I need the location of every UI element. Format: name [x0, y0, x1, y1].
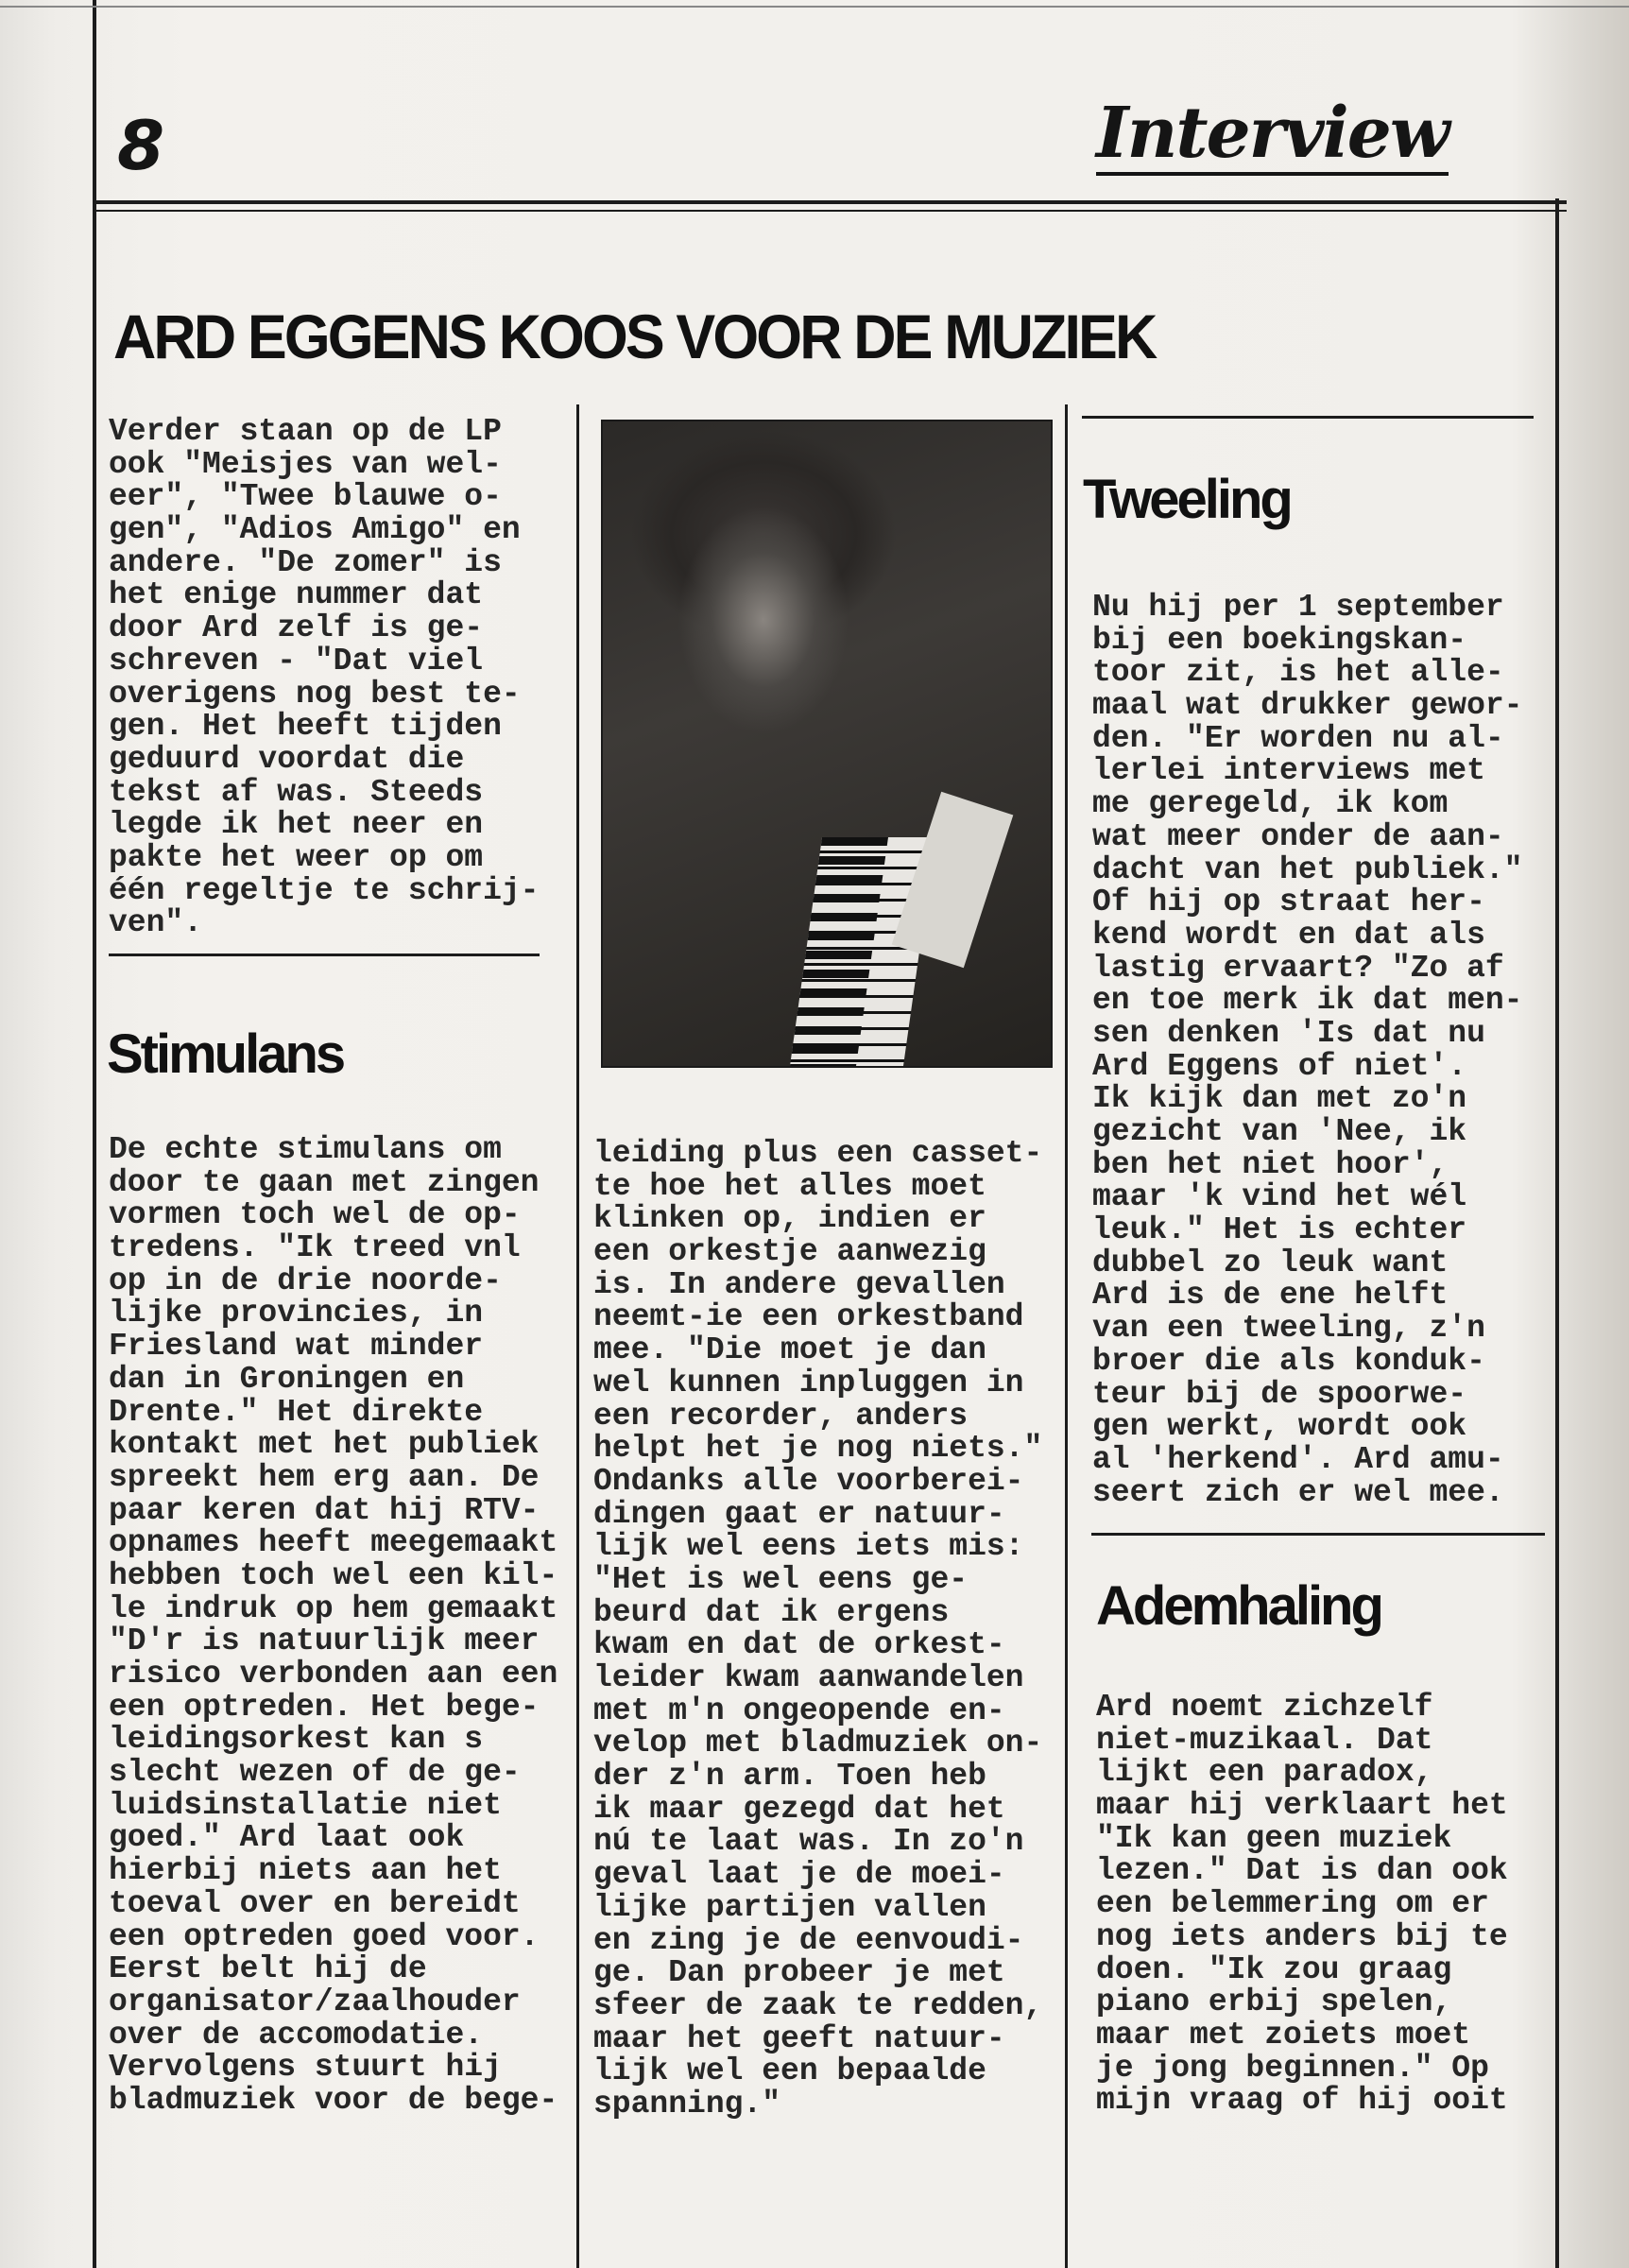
text-line: al 'herkend'. Ard amu- — [1092, 1441, 1504, 1477]
text-line: hebben toch wel een kil- — [109, 1557, 558, 1593]
text-line: maal wat drukker gewor- — [1092, 688, 1523, 724]
text-line: dan in Groningen en — [109, 1361, 465, 1397]
column3-top-rule — [1082, 416, 1534, 419]
text-line: goed." Ard laat ook — [109, 1820, 465, 1856]
header-rule — [93, 200, 1567, 204]
text-line: maar 'k vind het wél — [1092, 1179, 1467, 1215]
text-line: "Het is wel eens ge- — [593, 1561, 969, 1597]
text-line: mee. "Die moet je dan — [593, 1332, 986, 1368]
text-line: eer", "Twee blauwe o- — [109, 479, 502, 515]
text-line: en toe merk ik dat men- — [1092, 983, 1523, 1019]
text-line: lijk wel een bepaalde — [593, 2053, 986, 2089]
text-line: Friesland wat minder — [109, 1329, 484, 1365]
text-line: maar hij verklaart het — [1096, 1788, 1508, 1824]
text-line: organisator/zaalhouder — [109, 1984, 521, 2019]
text-line: tekst af was. Steeds — [109, 774, 484, 810]
text-line: vormen toch wel de op- — [109, 1197, 521, 1233]
text-line: leidingsorkest kan s — [109, 1722, 484, 1758]
text-line: piano erbij spelen, — [1096, 1984, 1452, 2020]
section-title: Interview — [1096, 93, 1449, 174]
text-line: seert zich er wel mee. — [1092, 1474, 1504, 1510]
text-line: maar met zoiets moet — [1096, 2017, 1471, 2053]
text-line: gen. Het heeft tijden — [109, 709, 502, 745]
text-line: kontakt met het publiek — [109, 1427, 540, 1463]
text-line: Ard Eggens of niet'. — [1092, 1048, 1467, 1084]
text-line: wel kunnen inpluggen in — [593, 1365, 1024, 1400]
text-line: toeval over en bereidt — [109, 1885, 521, 1921]
text-line: een orkestje aanwezig — [593, 1234, 986, 1270]
column3-mid-rule — [1091, 1533, 1545, 1536]
text-line: wat meer onder de aan- — [1092, 818, 1504, 854]
text-line: legde ik het neer en — [109, 807, 484, 843]
text-line: bij een boekingskan- — [1092, 622, 1467, 658]
text-line: Ard noemt zichzelf — [1096, 1690, 1433, 1725]
top-rule — [0, 6, 1629, 8]
text-line: sen denken 'Is dat nu — [1092, 1015, 1485, 1051]
text-line: hierbij niets aan het — [109, 1853, 502, 1889]
column-divider-1 — [576, 404, 579, 2268]
text-line: me geregeld, ik kom — [1092, 786, 1449, 822]
text-line: leiding plus een casset- — [593, 1136, 1043, 1171]
text-line: schreven - "Dat viel — [109, 643, 484, 679]
text-line: mijn vraag of hij ooit — [1096, 2083, 1508, 2119]
right-border — [1555, 198, 1559, 2268]
text-line: leuk." Het is echter — [1092, 1212, 1467, 1248]
text-line: paar keren dat hij RTV- — [109, 1492, 540, 1528]
column3-tweeling-text — [1092, 592, 1522, 1509]
text-line: een recorder, anders — [593, 1398, 969, 1434]
text-line: beurd dat ik ergens — [593, 1594, 950, 1630]
text-line: den. "Er worden nu al- — [1092, 720, 1504, 756]
text-line: klinken op, indien er — [593, 1201, 986, 1237]
article-headline: ARD EGGENS KOOS VOOR DE MUZIEK — [113, 301, 1156, 371]
text-line: Ondanks alle voorberei- — [593, 1463, 1024, 1499]
text-line: "Ik kan geen muziek — [1096, 1820, 1452, 1856]
text-line: nú te laat was. In zo'n — [593, 1824, 1024, 1860]
column1-stimulans-text — [109, 1134, 557, 2118]
text-line: luidsinstallatie niet — [109, 1787, 502, 1823]
text-line: van een tweeling, z'n — [1092, 1311, 1485, 1347]
text-line: nog iets anders bij te — [1096, 1918, 1508, 1954]
text-line: leider kwam aanwandelen — [593, 1660, 1024, 1695]
text-line: gezicht van 'Nee, ik — [1092, 1114, 1467, 1149]
text-line: Verder staan op de LP — [109, 414, 502, 449]
text-line: kend wordt en dat als — [1092, 917, 1485, 953]
text-line: ben het niet hoor', — [1092, 1146, 1449, 1182]
text-line: lerlei interviews met — [1092, 753, 1485, 789]
text-line: lijkt een paradox, — [1096, 1755, 1433, 1791]
text-line: en zing je de eenvoudi- — [593, 1922, 1024, 1958]
text-line: overigens nog best te- — [109, 676, 521, 712]
text-line: "D'r is natuurlijk meer — [109, 1624, 540, 1659]
text-line: gen werkt, wordt ook — [1092, 1409, 1467, 1445]
text-line: lastig ervaart? "Zo af — [1092, 950, 1504, 986]
text-line: is. In andere gevallen — [593, 1266, 1005, 1302]
text-line: door Ard zelf is ge- — [109, 610, 484, 646]
text-line: een belemmering om er — [1096, 1886, 1489, 1922]
text-line: lijke partijen vallen — [593, 1889, 986, 1925]
column2-text — [593, 1138, 1042, 2122]
text-line: het enige nummer dat — [109, 577, 484, 613]
text-line: Drente." Het direkte — [109, 1394, 484, 1430]
text-line: lijk wel eens iets mis: — [593, 1529, 1024, 1565]
text-line: maar het geeft natuur- — [593, 2020, 1005, 2056]
text-line: De echte stimulans om — [109, 1132, 502, 1167]
text-line: geduurd voordat die — [109, 741, 465, 777]
text-line: tredens. "Ik treed vnl — [109, 1230, 521, 1266]
text-line: andere. "De zomer" is — [109, 544, 502, 580]
text-line: met m'n ongeopende en- — [593, 1692, 1005, 1728]
text-line: ge. Dan probeer je met — [593, 1955, 1005, 1991]
text-line: over de accomodatie. — [109, 2017, 484, 2053]
text-line: doen. "Ik zou graag — [1096, 1951, 1452, 1987]
text-line: Ik kijk dan met zo'n — [1092, 1081, 1467, 1117]
text-line: ven". — [109, 905, 203, 941]
subhead-ademhaling: Ademhaling — [1096, 1575, 1381, 1637]
text-line: dubbel zo leuk want — [1092, 1245, 1449, 1280]
left-border — [93, 0, 96, 2268]
text-line: Ard is de ene helft — [1092, 1278, 1449, 1314]
text-line: niet-muzikaal. Dat — [1096, 1722, 1433, 1758]
text-line: le indruk op hem gemaakt — [109, 1590, 558, 1626]
text-line: Nu hij per 1 september — [1092, 590, 1504, 625]
text-line: te hoe het alles moet — [593, 1168, 986, 1204]
text-line: een optreden goed voor. — [109, 1918, 540, 1954]
text-line: ik maar gezegd dat het — [593, 1791, 1005, 1827]
text-line: Eerst belt hij de — [109, 1951, 427, 1987]
text-line: helpt het je nog niets." — [593, 1431, 1043, 1467]
text-line: der z'n arm. Toen heb — [593, 1759, 986, 1795]
text-line: risico verbonden aan een — [109, 1657, 558, 1692]
text-line: je jong beginnen." Op — [1096, 2050, 1489, 2086]
text-line: dacht van het publiek." — [1092, 851, 1523, 887]
text-line: kwam en dat de orkest- — [593, 1627, 1005, 1663]
text-line: slecht wezen of de ge- — [109, 1755, 521, 1791]
text-line: Vervolgens stuurt hij — [109, 2050, 502, 2086]
text-line: broer die als konduk- — [1092, 1343, 1485, 1379]
text-line: bladmuziek voor de bege- — [109, 2082, 558, 2118]
text-line: een optreden. Het bege- — [109, 1689, 540, 1725]
text-line: spreekt hem erg aan. De — [109, 1459, 540, 1495]
text-line: neemt-ie een orkestband — [593, 1299, 1024, 1335]
column-divider-2 — [1065, 404, 1068, 2268]
column1-rule — [109, 954, 540, 956]
subhead-tweeling: Tweeling — [1083, 469, 1291, 530]
column1-intro-text — [109, 416, 539, 940]
text-line: Of hij op straat her- — [1092, 885, 1485, 920]
text-line: spanning." — [593, 2086, 781, 2122]
text-line: toor zit, is het alle- — [1092, 655, 1504, 691]
text-line: geval laat je de moei- — [593, 1857, 1005, 1893]
page-number: 8 — [117, 106, 165, 185]
text-line: sfeer de zaak te redden, — [593, 1987, 1043, 2023]
text-line: op in de drie noorde- — [109, 1263, 502, 1298]
text-line: door te gaan met zingen — [109, 1164, 540, 1200]
text-line: gen", "Adios Amigo" en — [109, 512, 521, 548]
text-line: lezen." Dat is dan ook — [1096, 1853, 1508, 1889]
text-line: teur bij de spoorwe- — [1092, 1376, 1467, 1412]
column3-ademhaling-text — [1096, 1692, 1508, 2118]
text-line: lijke provincies, in — [109, 1296, 484, 1332]
text-line: één regeltje te schrij- — [109, 872, 540, 908]
text-line: velop met bladmuziek on- — [593, 1726, 1043, 1761]
text-line: opnames heeft meegemaakt — [109, 1525, 558, 1561]
subhead-stimulans: Stimulans — [107, 1023, 344, 1085]
text-line: pakte het weer op om — [109, 839, 484, 875]
text-line: ook "Meisjes van wel- — [109, 446, 502, 482]
text-line: dingen gaat er natuur- — [593, 1496, 1005, 1532]
header-rule-thin — [93, 210, 1567, 212]
photo-ard-eggens-at-piano — [601, 420, 1053, 1068]
